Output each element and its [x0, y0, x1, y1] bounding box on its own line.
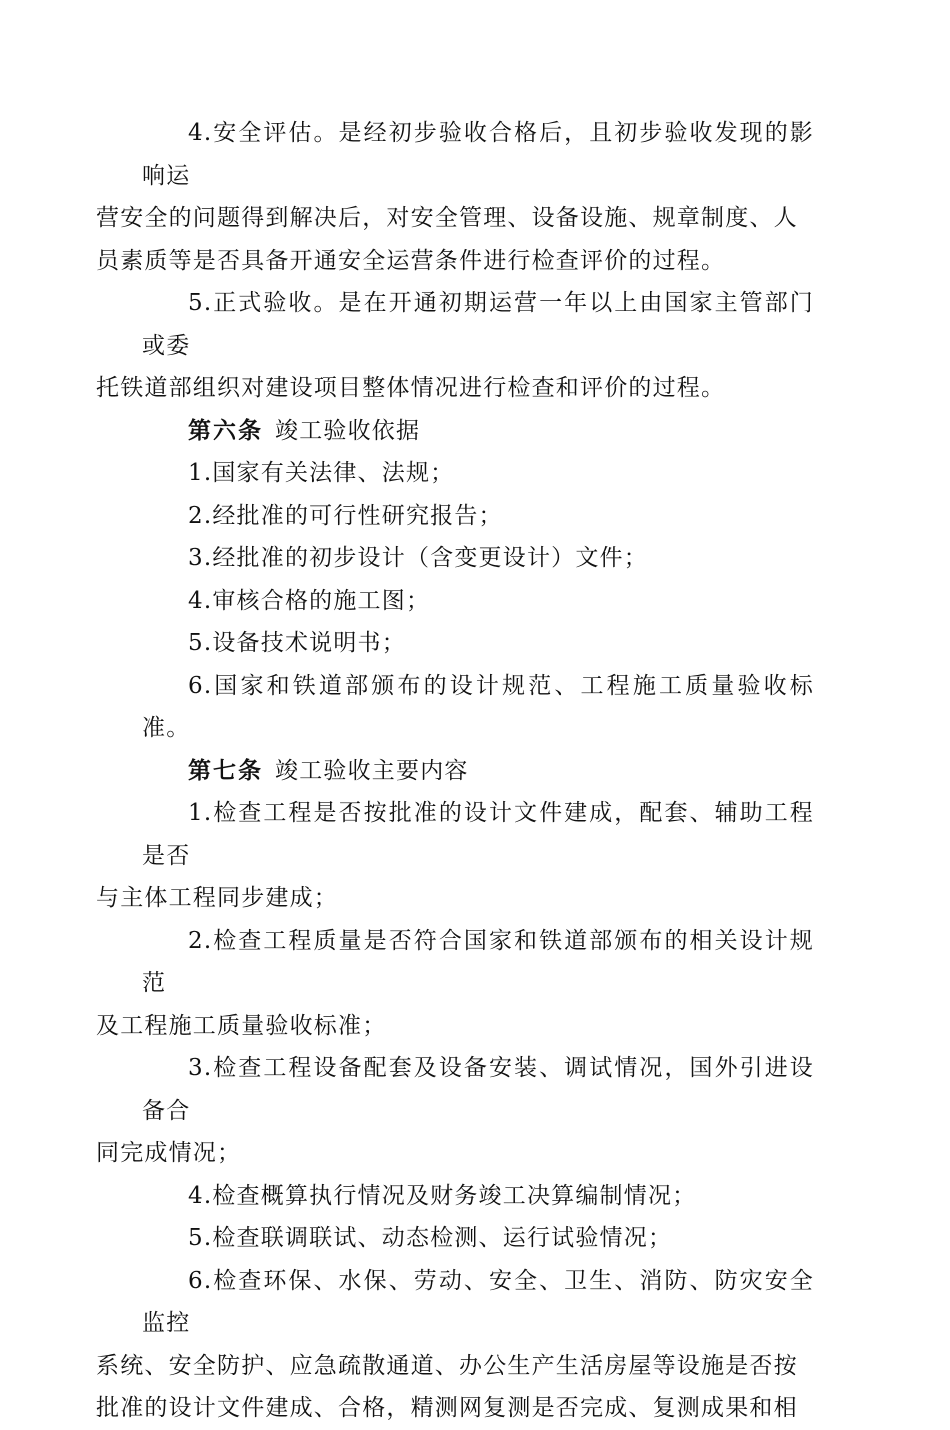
paragraph-line: 1.检查工程是否按批准的设计文件建成，配套、辅助工程是否: [142, 800, 814, 869]
article-title: 竣工验收依据: [275, 417, 421, 444]
paragraph-line: 与主体工程同步建成；: [96, 885, 338, 911]
list-item: [142, 580, 814, 623]
document-page: [96, 112, 814, 1430]
paragraph-line: 系统、安全防护、应急疏散通道、办公生产生活房屋等设施是否按: [96, 1352, 798, 1379]
paragraph-line: 6.国家和铁道部颁布的设计规范、工程施工质量验收标准。: [142, 672, 814, 741]
paragraph-line: 4.安全评估。是经初步验收合格后，且初步验收发现的影响运: [142, 120, 814, 189]
article-number: 第七条: [188, 756, 263, 784]
paragraph-line: 2.检查工程质量是否符合国家和铁道部颁布的相关设计规范: [142, 927, 814, 996]
paragraph-line: 同完成情况；: [96, 1140, 242, 1166]
paragraph: [96, 282, 814, 410]
paragraph-line: 批准的设计文件建成、合格，精测网复测是否完成、复测成果和相: [96, 1395, 798, 1421]
paragraph-line: 3.检查工程设备配套及设备安装、调试情况，国外引进设备合: [142, 1055, 814, 1124]
list-item: [142, 452, 814, 495]
list-item: [142, 665, 814, 750]
paragraph-line: 6.检查环保、水保、劳动、安全、卫生、消防、防灾安全监控: [142, 1267, 814, 1336]
list-item: [96, 1260, 814, 1430]
paragraph-line: 2.经批准的可行性研究报告；: [188, 502, 503, 529]
paragraph-line: 5.设备技术说明书；: [188, 630, 406, 656]
paragraph-line: 托铁道部组织对建设项目整体情况进行检查和评价的过程。: [96, 375, 726, 401]
paragraph-line: 5.检查联调联试、动态检测、运行试验情况；: [188, 1225, 673, 1251]
article-heading: [142, 750, 814, 793]
paragraph-line: 员素质等是否具备开通安全运营条件进行检查评价的过程。: [96, 247, 726, 274]
list-item: [96, 920, 814, 1048]
article-heading: [142, 410, 814, 453]
paragraph-line: 5.正式验收。是在开通初期运营一年以上由国家主管部门或委: [142, 290, 814, 359]
article-number: 第六条: [188, 416, 263, 444]
paragraph-line: 3.经批准的初步设计（含变更设计）文件；: [188, 545, 648, 571]
paragraph-line: 及工程施工质量验收标准；: [96, 1012, 387, 1039]
list-item: [142, 537, 814, 580]
list-item: [142, 495, 814, 538]
document-body: [96, 112, 814, 1430]
list-item: [96, 792, 814, 920]
list-item: [142, 622, 814, 665]
list-item: [142, 1217, 814, 1260]
article-title: 竣工验收主要内容: [275, 757, 469, 784]
paragraph: [96, 112, 814, 282]
paragraph-line: 1.国家有关法律、法规；: [188, 460, 455, 486]
list-item: [96, 1047, 814, 1175]
list-item: [142, 1175, 814, 1218]
paragraph-line: 4.审核合格的施工图；: [188, 587, 431, 614]
paragraph-line: 营安全的问题得到解决后，对安全管理、设备设施、规章制度、人: [96, 205, 798, 231]
paragraph-line: 4.检查概算执行情况及财务竣工决算编制情况；: [188, 1182, 697, 1209]
